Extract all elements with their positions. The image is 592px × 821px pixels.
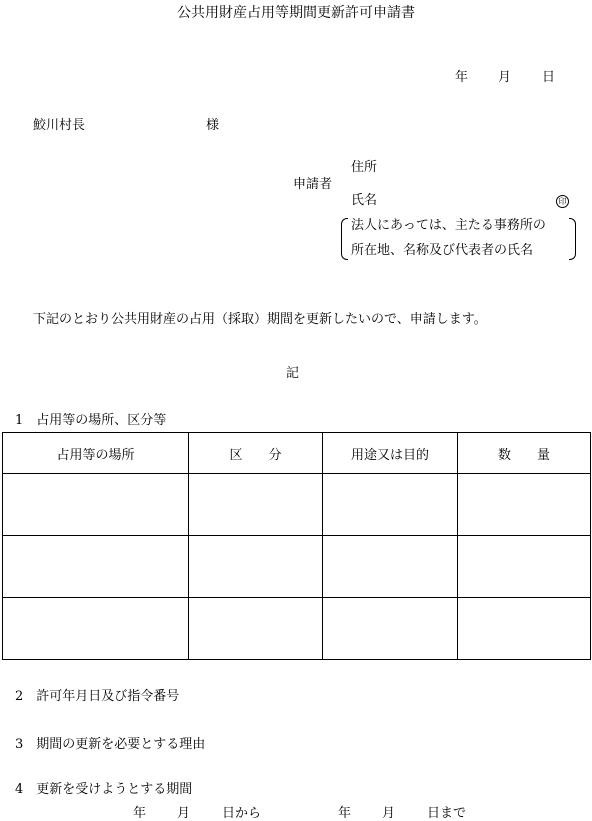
period-from-day: 日から (222, 806, 262, 821)
addressee-honorific: 様 (206, 118, 220, 133)
addressee-name: 鮫川村長 (33, 118, 86, 133)
corporate-note-line-2: 所在地、名称及び代表者の氏名 (351, 243, 534, 258)
table-cell[interactable] (189, 474, 323, 536)
section-3-heading: 3 期間の更新を必要とする理由 (15, 737, 206, 752)
header-purpose: 用途又は目的 (323, 433, 458, 474)
seal-mark: 印 (556, 195, 569, 208)
document-title: 公共用財産占用等期間更新許可申請書 (177, 5, 415, 21)
table-cell[interactable] (458, 536, 591, 598)
period-from-year: 年 (133, 806, 147, 821)
date-day-label: 日 (542, 70, 556, 85)
left-bracket (341, 218, 348, 260)
table-cell[interactable] (323, 474, 458, 536)
period-to-year: 年 (338, 806, 352, 821)
table-cell[interactable] (189, 598, 323, 660)
corporate-note-line-1: 法人にあっては、主たる事務所の (351, 218, 546, 233)
table-cell[interactable] (323, 598, 458, 660)
period-to-month: 月 (382, 806, 396, 821)
table-cell[interactable] (323, 536, 458, 598)
table-cell[interactable] (3, 536, 189, 598)
section-4-heading: 4 更新を受けようとする期間 (15, 782, 193, 797)
date-month-label: 月 (498, 70, 512, 85)
body-text: 下記のとおり公共用財産の占用（採取）期間を更新したいので、申請します。 (33, 312, 487, 327)
table-cell[interactable] (3, 598, 189, 660)
table-row (3, 598, 591, 660)
header-location: 占用等の場所 (3, 433, 189, 474)
period-from-month: 月 (177, 806, 191, 821)
applicant-label: 申請者 (293, 177, 333, 192)
table-cell[interactable] (3, 474, 189, 536)
header-category: 区 分 (189, 433, 323, 474)
table-cell[interactable] (458, 598, 591, 660)
date-year-label: 年 (455, 70, 469, 85)
table-cell[interactable] (189, 536, 323, 598)
header-quantity: 数 量 (458, 433, 591, 474)
table-cell[interactable] (458, 474, 591, 536)
table-row (3, 474, 591, 536)
usage-table (2, 432, 591, 660)
table-row (3, 536, 591, 598)
period-to-day: 日まで (427, 806, 467, 821)
section-2-heading: 2 許可年月日及び指令番号 (15, 689, 180, 704)
ki-label: 記 (286, 366, 300, 381)
table-header-row (3, 433, 591, 474)
section-1-heading: 1 占用等の場所、区分等 (15, 413, 167, 428)
name-label: 氏名 (351, 193, 378, 208)
right-bracket (569, 218, 576, 260)
address-label: 住所 (351, 160, 378, 175)
